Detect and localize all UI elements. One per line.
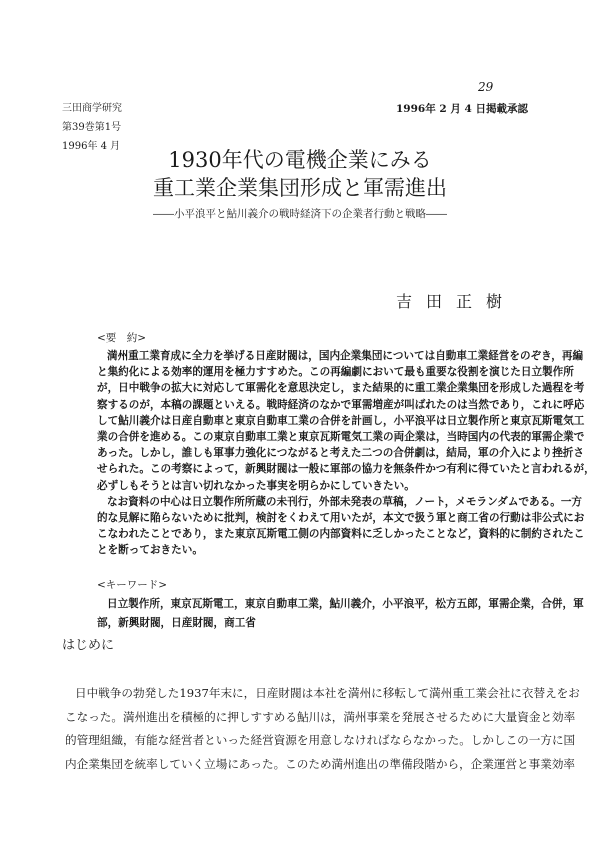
abstract-line: なお資料の中心は日立製作所所蔵の未刊行，外部未発表の草稿，ノート，メモランダムである。一方: [107, 495, 583, 508]
keywords-line: 部，新興財閥，日産財閥，商工省: [97, 616, 256, 629]
page-number: 29: [478, 80, 494, 94]
abstract-line: して鮎川義介は日産自動車と東京自動車工業の合併を計画し，小平浪平は日立製作所と東京瓦斯電気工: [97, 414, 585, 427]
abstract: [97, 329, 595, 558]
abstract-line: とを断っておきたい。: [97, 544, 203, 557]
keywords: [97, 576, 584, 632]
abstract-line: こなわれたことであり，また東京瓦斯電工側の内部資料に乏しかったことなど，資料的に制約されたこ: [97, 528, 585, 541]
abstract-line: 察するのが，本稿の課題といえる。戦時経済のなかで軍需増産が叫ばれたのは当然であり，これに呼応: [97, 398, 585, 411]
body-line: 内企業集団を統率していく立場にあった。このため満州進出の準備段階から，企業運営と事業効率: [65, 756, 576, 771]
abstract-line: 満州重工業育成に全力を挙げる日産財閥は，国内企業集団については自動車工業経営をのぞき，再編: [107, 350, 584, 362]
journal-volume: 第39巻第1号: [62, 122, 122, 133]
paper-title: [0, 146, 600, 202]
abstract-line: が，日中戦争の拡大に対応して軍需化を意思決定し，また結果的に重工業企業集団を形成した過程を考: [97, 382, 585, 395]
abstract-line: 必ずしもそうとは言い切れなかった事実を明らかにしていきたい。: [97, 479, 415, 492]
abstract-line: と集約化による効率的運用を極力すすめた。この再編劇において最も重要な役割を演じた日立製作所: [97, 366, 574, 379]
keywords-label: <キーワード>: [97, 579, 168, 591]
body-line: 的管理組織，有能な経営者といった経営資源を用意しなければならなかった。しかしこの一方に国: [65, 733, 576, 747]
keywords-line: 日立製作所，東京瓦斯電工，東京自動車工業，鮎川義介，小平浪平，松方五郎，軍需企業，合併，軍: [107, 598, 584, 610]
journal-name: 三田商学研究: [62, 103, 122, 114]
abstract-line: あった。しかし，誰しも軍事力強化につながると考えた二つの合併劇は，結局，軍の介入により挫折さ: [97, 447, 584, 460]
author: 吉田正樹: [396, 292, 517, 311]
title-line: 1930年代の電機企業にみる: [168, 148, 432, 172]
abstract-line: 的な見解に陥らないために批判，検討をくわえて用いたが，本文で扱う軍と商工省の行動は非公式にお: [97, 511, 585, 524]
section-heading: はじめに: [62, 638, 115, 653]
abstract-line: せられた。この考察によって，新興財閥は一般に軍部の協力を無条件かつ有利に得ていたと言われるが，: [97, 463, 595, 476]
journal-date: 1996年 4 月: [62, 141, 121, 152]
paper-subtitle: ――小平浪平と鮎川義介の戦時経済下の企業者行動と戦略――: [153, 208, 447, 220]
body-line: 日中戦争の勃発した1937年末に，日産財閥は本社を満州に移転して満州重工業会社に衣替えをお: [75, 686, 580, 700]
title-line: 重工業企業集団形成と軍需進出: [153, 176, 447, 200]
body-line: こなった。満州進出を積極的に押しすすめる鮎川は，満州事業を発展させるために大量資金と効率: [65, 709, 576, 724]
accepted-date: 1996年 2 月 4 日掲載承認: [396, 103, 528, 115]
abstract-line: 業の合併を進める。この東京自動車工業と東京瓦斯電気工業の両企業は，当時国内の代表的軍需企業で: [97, 430, 585, 443]
abstract-label: <要 約>: [97, 332, 147, 344]
body-text: [65, 682, 580, 776]
